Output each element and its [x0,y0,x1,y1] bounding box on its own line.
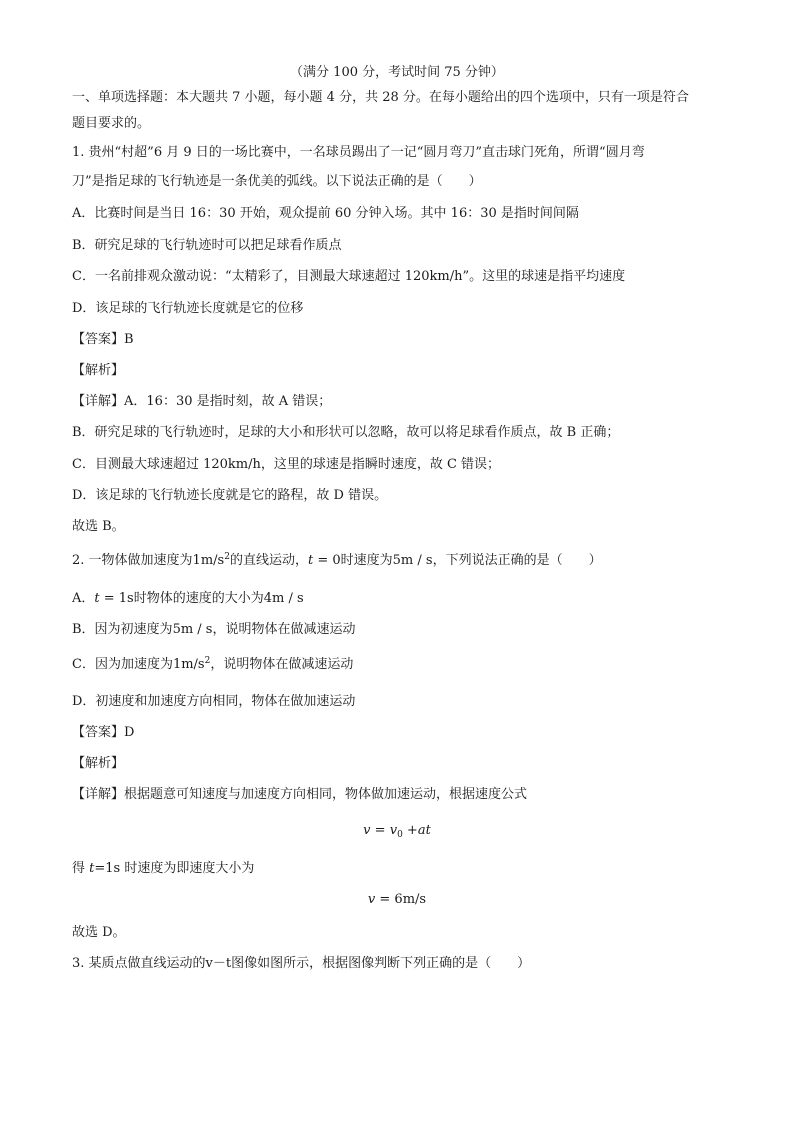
q1-detail-a [72,393,331,411]
q2-stem-part1: 2. 一物体做加速度为 [72,553,193,568]
q1-detail-a-text: A．16：30 是指时刻，故 A 错误； [124,394,332,409]
q2-stem-part3: 时速度为 [340,553,393,568]
q3-stem: 3. 某质点做直线运动的v－t图像如图所示，根据图像判断下列正确的是（ ） [72,956,531,971]
q2-answer-label: 【答案】 [72,725,125,740]
q1-stem-line1: 1. 贵州“村超”6 月 9 日的一场比赛中，一名球员踢出了一记“圆月弯刀”直击球门死角，所谓“圆月弯 [72,145,645,160]
section-title-line2: 题目要求的。 [72,116,151,131]
q1-detail-c: C．目测最大球速超过 120km/h，这里的球速是指瞬时速度，故 C 错误； [72,457,501,472]
q2-stem-t0: t = 0 [307,553,341,568]
q2-formula-result: v = 6m/s [367,892,427,907]
q1-option-a: A．比赛时间是当日 16：30 开始，观众提前 60 分钟入场。其中 16：30 是指时间间隔 [72,206,579,221]
q2-stem-accel: $1m/s^2$ [192,552,230,568]
q2-result-line: 得 t=1s 时速度为即速度大小为 [72,861,255,876]
section-title-line1: 一、单项选择题：本大题共 7 小题，每小题 4 分，共 28 分。在每小题给出的四个选项中，只有一项是符合 [72,90,689,105]
q2-formula-velocity: $v = v_0 +at$ [363,823,431,840]
q2-option-b: B．因为初速度为5m / s，说明物体在做减速运动 [72,622,356,637]
q2-stem-v0: 5m / s [392,553,433,568]
q1-detail-label: 【详解】 [72,394,125,409]
q1-option-d: D．该足球的飞行轨迹长度就是它的位移 [72,301,304,316]
q2-option-a: A．t = 1s时物体的速度的大小为4m / s [72,591,304,606]
q2-stem-part4: ，下列说法正确的是（ ） [432,553,602,568]
q1-conclusion: 故选 B。 [72,519,125,534]
q2-detail [72,786,527,804]
q2-detail-label: 【详解】 [72,787,125,802]
q2-answer-value: D [124,725,135,740]
q2-stem-part2: 的直线运动， [229,553,308,568]
q1-stem-line2: 刀”是指足球的飞行轨迹是一条优美的弧线。以下说法正确的是（ ） [72,174,482,189]
q1-detail-b: B．研究足球的飞行轨迹时，足球的大小和形状可以忽略，故可以将足球看作质点，故 B 正确； [72,425,620,440]
q2-option-d: D．初速度和加速度方向相同，物体在做加速运动 [72,694,356,709]
q2-conclusion: 故选 D。 [72,925,126,940]
q1-option-c: C．一名前排观众激动说：“太精彩了，目测最大球速超过 120km/h”。这里的球速是指平均速度 [72,269,626,284]
q1-option-b: B．研究足球的飞行轨迹时可以把足球看作质点 [72,238,342,253]
exam-info: （满分 100 分，考试时间 75 分钟） [290,65,504,80]
q1-analysis-label: 【解析】 [72,363,125,378]
q2-analysis-label: 【解析】 [72,756,125,771]
q2-option-c: C．因为加速度为$1m/s^2$，说明物体在做减速运动 [72,656,354,672]
exam-page [72,0,722,1123]
q1-answer-value: B [124,332,134,347]
q2-stem [72,552,602,570]
q1-answer-label: 【答案】 [72,332,125,347]
q2-answer [72,724,134,742]
q1-detail-d: D．该足球的飞行轨迹长度就是它的路程，故 D 错误。 [72,488,388,503]
q1-answer [72,331,134,349]
q2-detail-text: 根据题意可知速度与加速度方向相同，物体做加速运动，根据速度公式 [124,787,528,802]
